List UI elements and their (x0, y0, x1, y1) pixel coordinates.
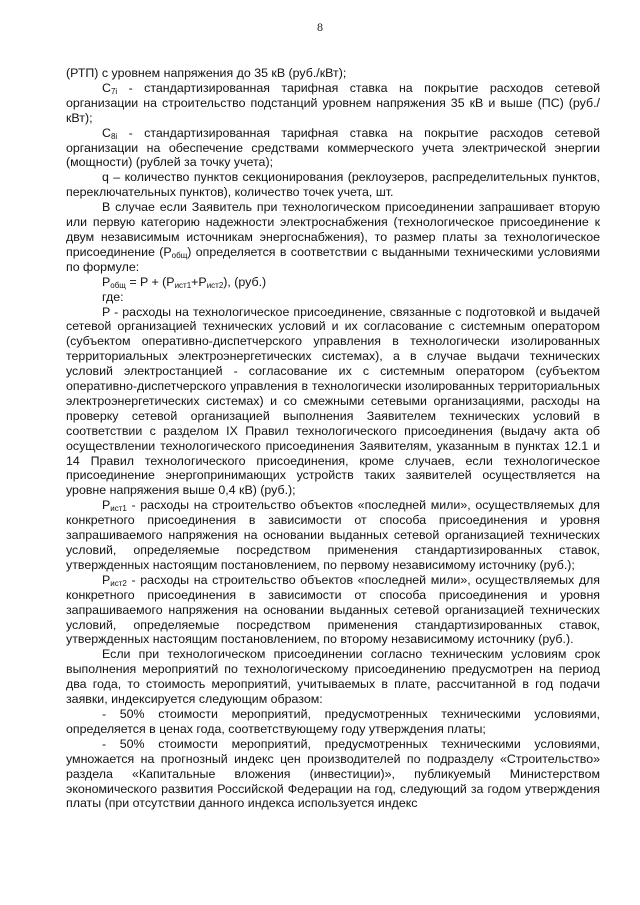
paragraph: $P_{ист2}$ - расходы на строительство объектов «последней мили», осуществляемых для конкретного присоединения в зависимости от способа присоединения и уровня запрашиваемого напряжения на основании выданных сетевой организацией технических условий, определяемые посредством применения стандартизированных ставок, утвержденных настоящим постановлением, по второму независимому источнику (руб.). (66, 572, 600, 647)
paragraph: - 50% стоимости мероприятий, предусмотренных техническими условиями, умножается на прогнозный индекс цен производителей по подразделу «Строительство» раздела «Капитальные вложения (инвестиции)», публикуемый Министерством экономического развития Российской Федерации на год, следующий за годом утверждения платы (при отсутствии данного индекса используется индекс (66, 736, 600, 811)
paragraph: q – количество пунктов секционирования (реклоузеров, распределительных пунктов, переключательных пунктов), количество точек учета, шт. (66, 170, 600, 200)
formula-line: $P_{общ} = P + (P_{ист1}+P_{ист2})$, (руб.) (102, 274, 267, 290)
paragraph: В случае если Заявитель при технологическом присоединении запрашивает вторую или первую категорию надежности электроснабжения (технологическое присоединение к двум независимым источникам энергоснабжения), то размер платы за технологическое присоединение $(P_{общ})$ определяется в соответствии с выданными техническими условиями по формуле: (66, 200, 600, 274)
document-body (66, 66, 600, 811)
paragraph: $C_{7i}$ - стандартизированная тарифная ставка на покрытие расходов сетевой организации на строительство подстанций уровнем напряжения 35 кВ и выше (ПС) (руб./кВт); (66, 80, 600, 125)
paragraph: P - расходы на технологическое присоединение, связанные с подготовкой и выдачей сетевой организацией технических условий и их согласование с системным оператором (субъектом оперативно-диспетчерского управления в технологически изолированных территориальных электроэнергетических системах), а в случае выдачи технических условий электростанцией - согласование их с системным оператором (субъектом оперативно-диспетчерского управления в технологически изолированных территориальных электроэнергетических системах) и со смежными сетевыми организациями, расходы на проверку сетевой организацией выполнения Заявителем технических условий в соответствии с разделом IX Правил технологического присоединения (выдачу акта об осуществлении технологического присоединения Заявителям, указанным в пунктах 12.1 и 14 Правил технологического присоединения, кроме случаев, если технологическое присоединение энергопринимающих устройств таких заявителей осуществляется на уровне напряжения выше 0,4 кВ) (руб.); (66, 304, 600, 498)
paragraph: (РТП) с уровнем напряжения до 35 кВ (руб./кВт); (66, 66, 347, 80)
formula-line: где: (102, 289, 124, 304)
paragraph: - 50% стоимости мероприятий, предусмотренных техническими условиями, определяется в ценах года, соответствующему году утверждения платы; (66, 706, 600, 736)
paragraph: $P_{ист1}$ - расходы на строительство объектов «последней мили», осуществляемых для конкретного присоединения в зависимости от способа присоединения и уровня запрашиваемого напряжения на основании выданных сетевой организацией технических условий, определяемые посредством применения стандартизированных ставок, утвержденных настоящим постановлением, по первому независимому источнику (руб.); (66, 498, 600, 572)
page-number: 8 (317, 20, 323, 34)
paragraph: $C_{8i}$ - стандартизированная тарифная ставка на покрытие расходов сетевой организации на обеспечение средствами коммерческого учета электрической энергии (мощности) (рублей за точку учета); (66, 125, 600, 170)
paragraph: Если при технологическом присоединении согласно техническим условиям срок выполнения мероприятий по технологическому присоединению предусмотрен на период два года, то стоимость мероприятий, учитываемых в плате, рассчитанной в год подачи заявки, индексируется следующим образом: (66, 647, 600, 707)
